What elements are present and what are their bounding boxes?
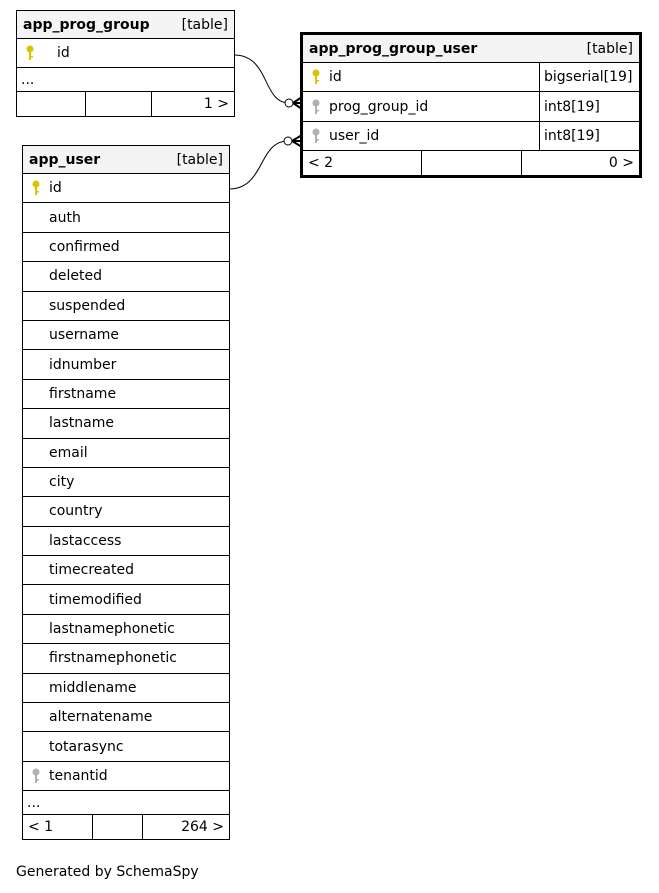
column-row [23, 585, 229, 614]
column-row [23, 762, 229, 791]
column-name: lastnamephonetic [49, 621, 175, 638]
column-name: country [49, 503, 103, 520]
column-row [303, 63, 639, 92]
fk-line-prog-group [234, 55, 289, 103]
footer-parents: < 1 [28, 819, 54, 836]
column-name: totarasync [49, 738, 124, 755]
column-name: timecreated [49, 562, 134, 579]
column-name: lastname [49, 415, 114, 432]
column-row [23, 292, 229, 321]
table-kind: [table] [181, 16, 228, 33]
column-row [23, 203, 229, 232]
column-name: middlename [49, 679, 137, 696]
footer-children: 264 > [181, 819, 224, 836]
more-columns-ellipsis: ... [23, 791, 229, 815]
column-row [303, 92, 639, 121]
footer-parents: < 2 [308, 155, 334, 172]
column-name: firstnamephonetic [49, 650, 177, 667]
column-type: int8[19] [539, 92, 639, 120]
column-row [23, 350, 229, 379]
column-name: id [57, 45, 70, 62]
column-name: tenantid [49, 768, 108, 784]
table-header [23, 146, 229, 174]
column-name: confirmed [49, 238, 120, 255]
table-footer [17, 92, 234, 116]
foreign-key-icon [303, 127, 329, 145]
column-row [23, 732, 229, 761]
column-row [303, 122, 639, 151]
table-kind: [table] [176, 151, 223, 168]
column-row [23, 262, 229, 291]
primary-key-icon [17, 44, 43, 62]
column-name: id [329, 69, 342, 86]
column-name: email [49, 444, 88, 461]
foreign-key-icon [23, 767, 49, 785]
primary-key-icon [303, 68, 329, 86]
table-app-prog-group-user[interactable] [300, 32, 642, 178]
column-row [23, 703, 229, 732]
generated-by-label: Generated by SchemaSpy [16, 864, 199, 880]
column-row [23, 468, 229, 497]
column-row [23, 439, 229, 468]
table-header [17, 11, 234, 39]
column-name: firstname [49, 385, 117, 402]
fk-optional-marker-prog-group [285, 99, 293, 107]
column-row [23, 233, 229, 262]
table-header [303, 35, 639, 63]
table-app-prog-group[interactable] [16, 10, 235, 117]
table-name: app_prog_group [23, 16, 150, 33]
column-row [23, 644, 229, 673]
column-name: username [49, 327, 119, 344]
fk-line-user [229, 141, 288, 189]
column-row [23, 380, 229, 409]
column-row [23, 174, 229, 203]
table-name: app_user [29, 151, 101, 168]
footer-parents [17, 92, 85, 116]
column-name: suspended [49, 297, 126, 314]
column-name: prog_group_id [329, 98, 429, 115]
table-app-user[interactable] [22, 145, 230, 840]
column-row [23, 556, 229, 585]
footer-rows [85, 92, 152, 116]
column-name: user_id [329, 127, 380, 144]
column-name: idnumber [49, 356, 117, 373]
table-name: app_prog_group_user [309, 40, 478, 57]
column-type: int8[19] [539, 122, 639, 150]
table-footer [23, 815, 229, 839]
footer-children: 0 > [608, 155, 634, 172]
column-row [23, 674, 229, 703]
column-name: alternatename [49, 709, 153, 726]
fk-optional-marker-user [284, 137, 292, 145]
column-name: city [49, 474, 75, 491]
table-kind: [table] [586, 40, 633, 57]
more-columns-ellipsis: ... [17, 68, 234, 92]
column-name: id [49, 180, 62, 197]
foreign-key-icon [303, 98, 329, 116]
column-name: auth [49, 209, 81, 226]
table-footer [303, 151, 639, 175]
column-name: lastaccess [49, 532, 122, 549]
column-row [23, 497, 229, 526]
column-row [23, 615, 229, 644]
primary-key-icon [23, 179, 49, 197]
column-type: bigserial[19] [539, 63, 639, 91]
footer-rows [421, 151, 522, 175]
column-row [17, 39, 234, 68]
footer-rows [92, 815, 143, 839]
column-name: timemodified [49, 591, 142, 608]
column-row [23, 527, 229, 556]
column-row [23, 409, 229, 438]
column-row [23, 321, 229, 350]
footer-children: 1 > [203, 96, 229, 113]
column-name: deleted [49, 268, 102, 285]
